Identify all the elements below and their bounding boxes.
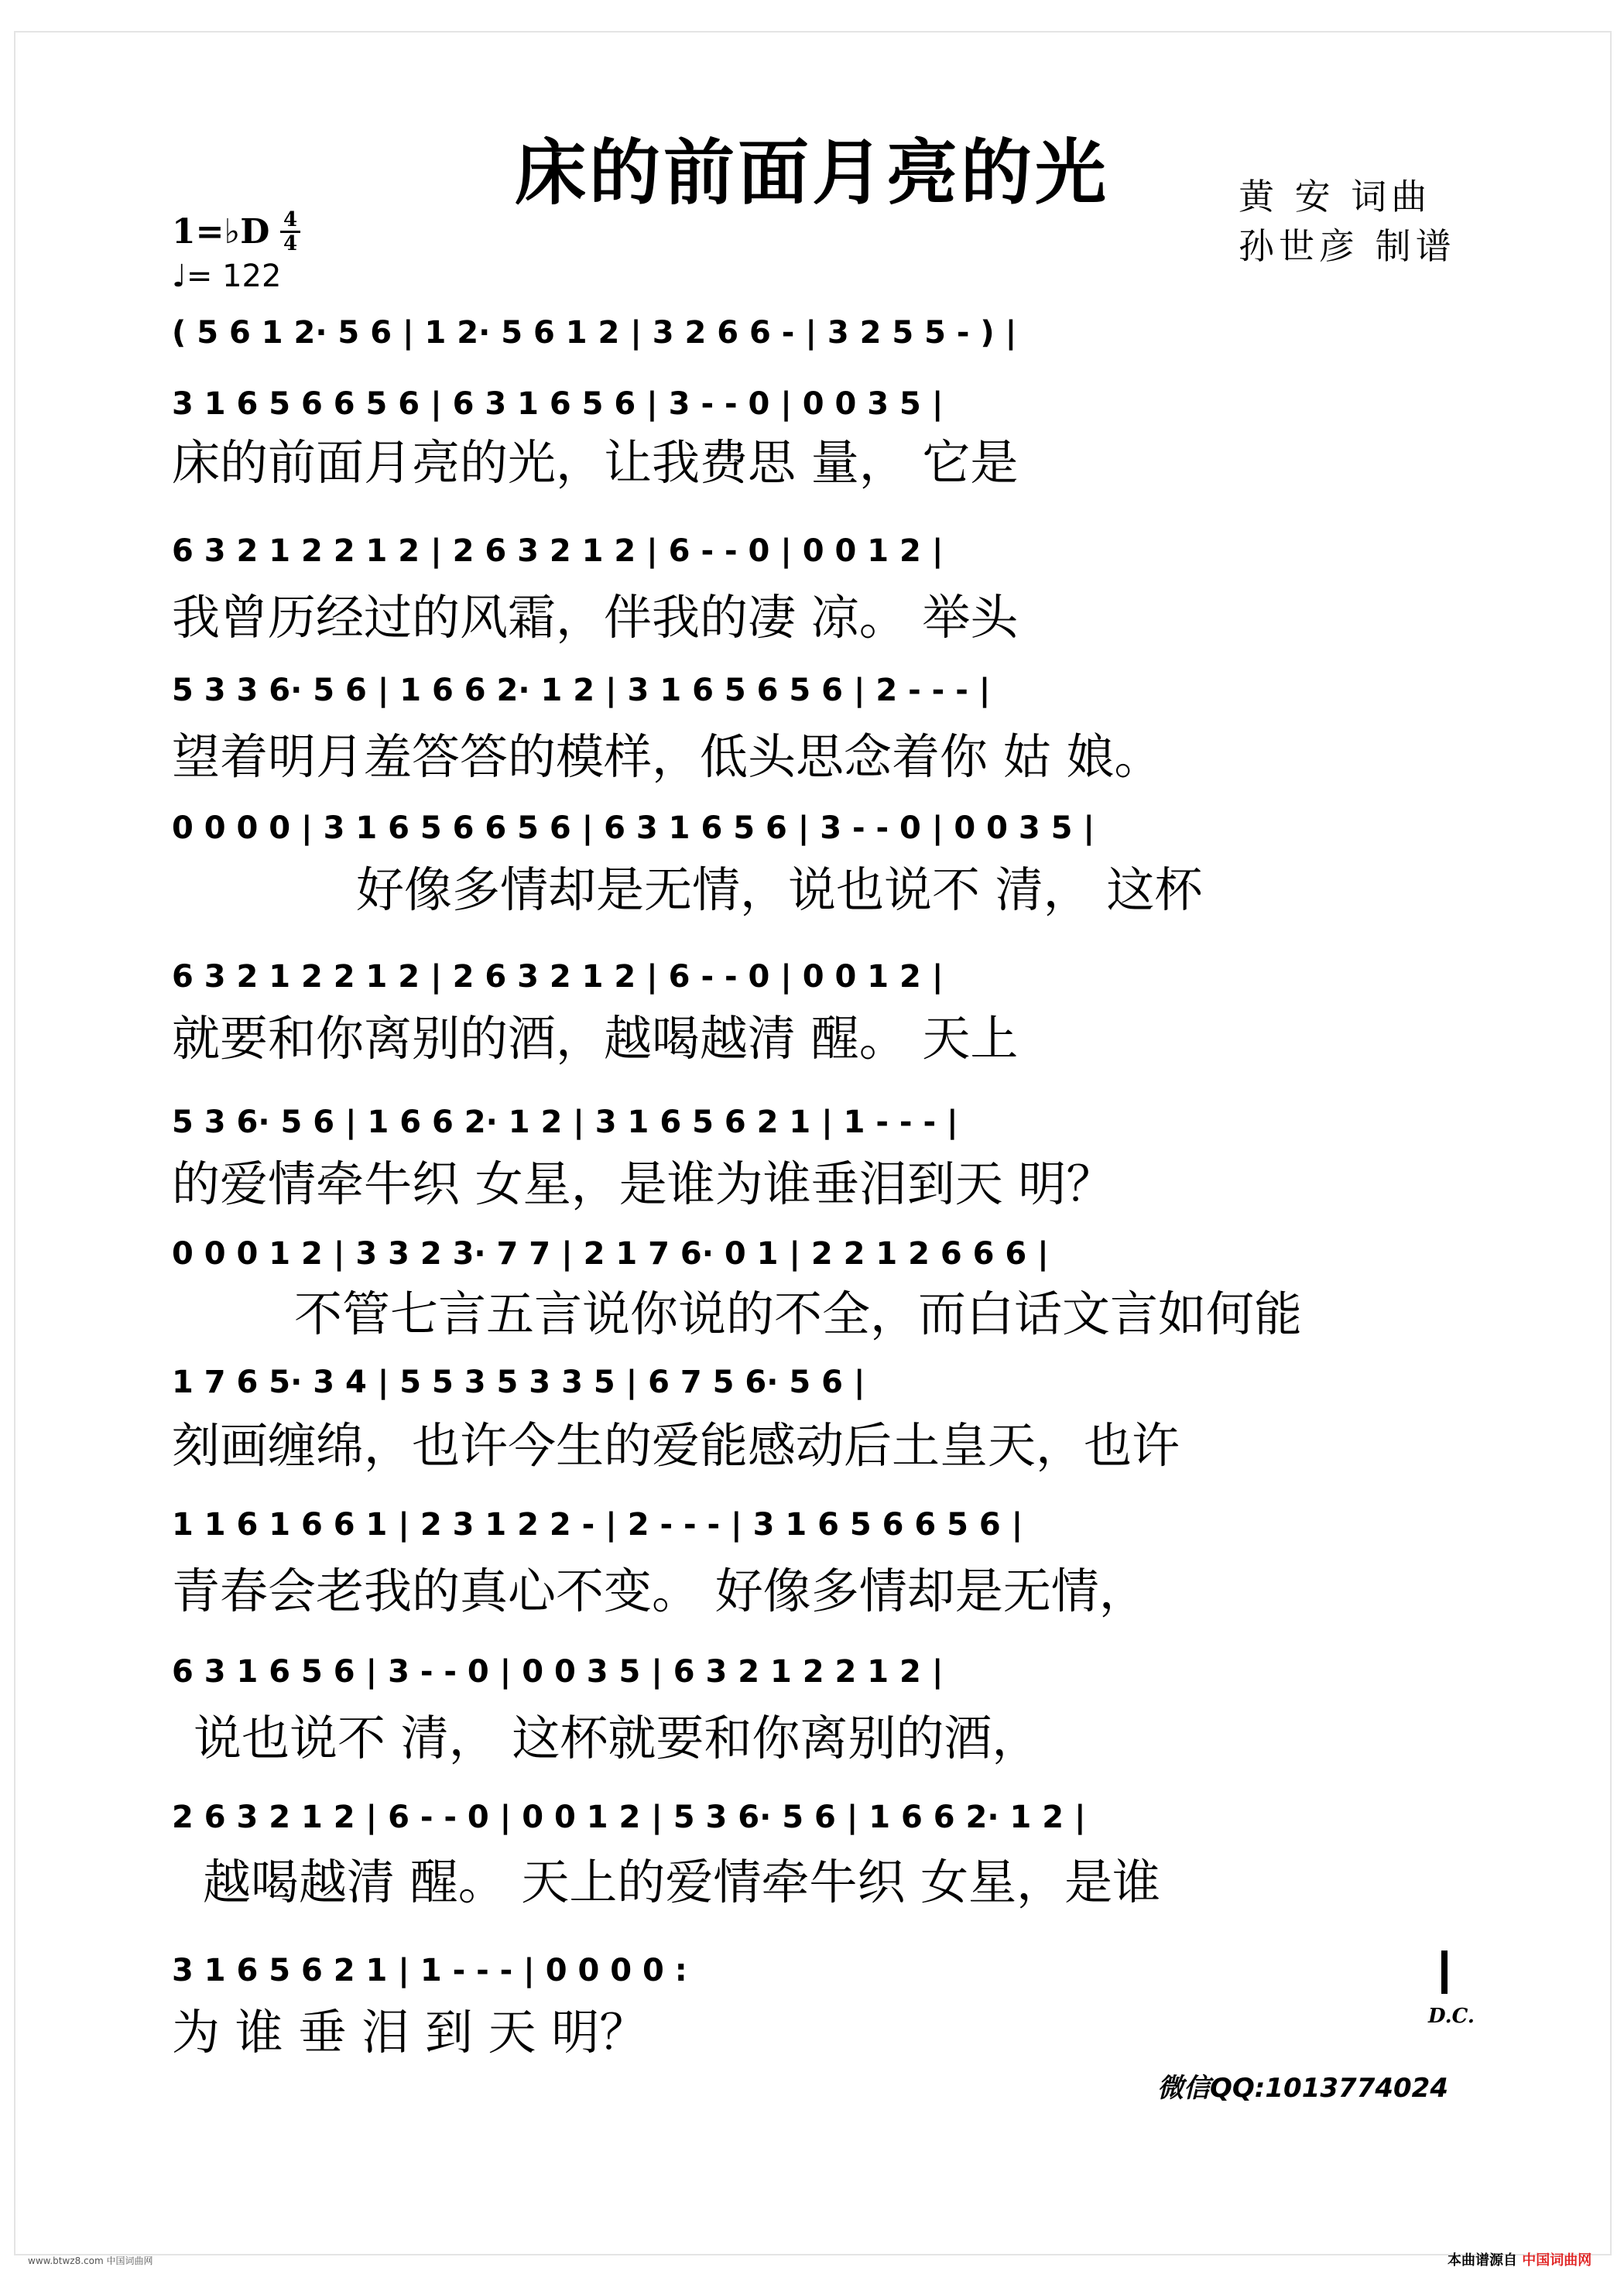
lyric-row: 说也说不 清， 这杯就要和你离别的酒， [194,1710,1040,1766]
lyric-row: 望着明月羞答答的模样，低头思念着你 姑 娘。 [172,728,1163,785]
lyric-row: 我曾历经过的风霜，伴我的凄 凉。 举头 [172,589,1019,646]
final-barline [1441,1950,1448,1994]
lyric-row: 的爱情牵牛织 女星，是谁为谁垂泪到天 明？ [172,1156,1115,1212]
footer-source [1448,2249,1591,2269]
lyric-row: 好像多情却是无情，说也说不 清， 这杯 [356,861,1203,918]
tempo-marking: ♩= 122 [172,259,282,294]
notation-row: 0 0 0 1 2 | 3 3 2 3· 7 7 | 2 1 7 6· 0 1 | 2 2 1 2 6 6 6 | [172,1236,1049,1272]
key-signature: 1=♭D [172,212,270,252]
lyric-row: 青春会老我的真心不变。 好像多情却是无情， [172,1563,1147,1619]
time-signature [280,209,300,255]
dc-marking: D.C. [1428,2005,1475,2028]
lyric-row: 床的前面月亮的光，让我费思 量， 它是 [172,434,1019,491]
notation-row: 6 3 2 1 2 2 1 2 | 2 6 3 2 1 2 | 6 - - 0 | 0 0 1 2 | [172,533,944,569]
transcriber: 孙世彦 制谱 [1239,225,1456,267]
notation-row: 2 6 3 2 1 2 | 6 - - 0 | 0 0 1 2 | 5 3 6· 5 6 | 1 6 6 2· 1 2 | [172,1800,1086,1835]
footer-source-site: 中国词曲网 [1522,2252,1592,2269]
song-title: 床的前面月亮的光 [514,131,1109,214]
notation-row: 0 0 0 0 | 3 1 6 5 6 6 5 6 | 6 3 1 6 5 6 | 3 - - 0 | 0 0 3 5 | [172,810,1095,846]
lyric-row: 为 谁 垂 泪 到 天 明？ [172,2004,648,2060]
notation-row: 5 3 3 6· 5 6 | 1 6 6 2· 1 2 | 3 1 6 5 6 5 6 | 2 - - - | [172,673,991,708]
lyric-row: 不管七言五言说你说的不全，而白话文言如何能 [294,1286,1303,1342]
notation-row: 3 1 6 5 6 6 5 6 | 6 3 1 6 5 6 | 3 - - 0 | 0 0 3 5 | [172,386,944,422]
notation-row: 1 7 6 5· 3 4 | 5 5 3 5 3 3 5 | 6 7 5 6· 5 6 | [172,1365,865,1400]
lyric-row: 刻画缠绵，也许今生的爱能感动后土皇天，也许 [172,1417,1180,1474]
notation-row: ( 5 6 1 2· 5 6 | 1 2· 5 6 1 2 | 3 2 6 6 - | 3 2 5 5 - ) | [172,315,1017,351]
notation-row: 6 3 2 1 2 2 1 2 | 2 6 3 2 1 2 | 6 - - 0 | 0 0 1 2 | [172,959,944,995]
notation-row: 5 3 6· 5 6 | 1 6 6 2· 1 2 | 3 1 6 5 6 2 1 | 1 - - - | [172,1105,958,1140]
footer-site-url: www.btwz8.com 中国词曲网 [28,2255,153,2266]
lyric-row: 越喝越清 醒。 天上的爱情牵牛织 女星，是谁 [203,1854,1161,1910]
time-signature-top: 4 [283,208,298,231]
lyric-row: 就要和你离别的酒，越喝越清 醒。 天上 [172,1010,1019,1067]
time-signature-bottom: 4 [283,232,298,255]
notation-row: 1 1 6 1 6 6 1 | 2 3 1 2 2 - | 2 - - - | 3 1 6 5 6 6 5 6 | [172,1507,1023,1543]
notation-row: 3 1 6 5 6 2 1 | 1 - - - | 0 0 0 0 : [172,1953,687,1988]
lyricist-composer: 黄 安 词曲 [1239,176,1432,217]
contact-info: 微信QQ:1013774024 [1157,2073,1448,2104]
notation-row: 6 3 1 6 5 6 | 3 - - 0 | 0 0 3 5 | 6 3 2 1 2 2 1 2 | [172,1654,944,1690]
footer-source-prefix: 本曲谱源自 [1448,2252,1517,2269]
